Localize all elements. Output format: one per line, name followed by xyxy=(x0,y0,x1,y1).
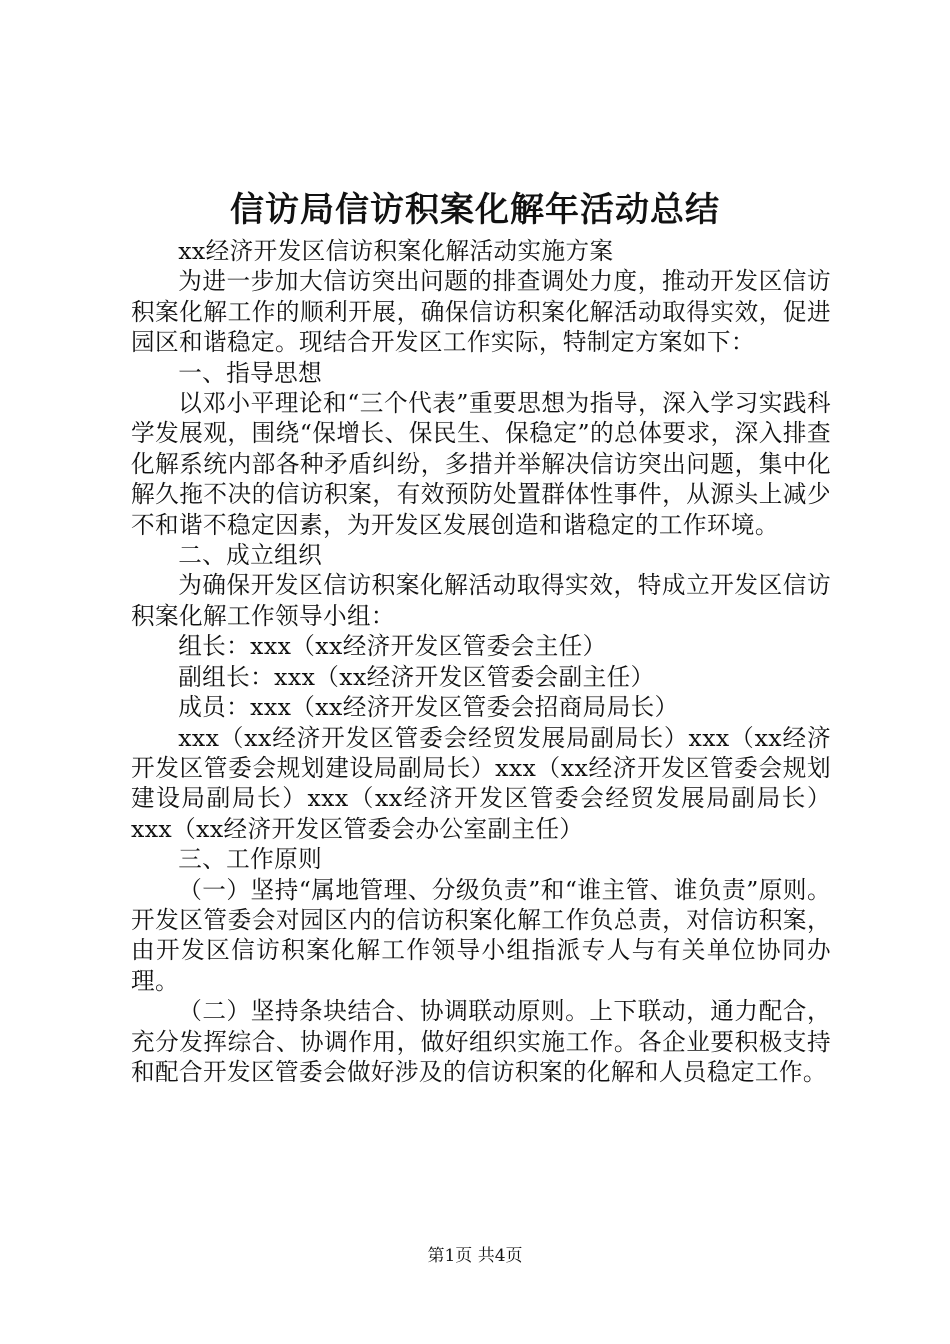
members-list-paragraph: xxx（xx经济开发区管委会经贸发展局副局长）xxx（xx经济开发区管委会规划建设局副局长）xxx（xx经济开发区管委会规划建设局副局长）xxx（xx经济开发区管委会经贸发展局副局长）xxx（xx经济开发区管委会办公室副主任） xyxy=(131,723,831,843)
members-line: 成员：xxx（xx经济开发区管委会招商局局长） xyxy=(178,693,679,722)
leader-line: 组长：xxx（xx经济开发区管委会主任） xyxy=(178,632,607,661)
document-title: 信访局信访积案化解年活动总结 xyxy=(230,190,720,230)
page-number-footer: 第1页 共4页 xyxy=(427,1246,523,1266)
principle-one-paragraph: （一）坚持“属地管理、分级负责”和“谁主管、谁负责”原则。开发区管委会对园区内的信访积案化解工作负总责，对信访积案，由开发区信访积案化解工作领导小组指派专人与有关单位协同办理。 xyxy=(131,875,831,995)
organization-paragraph: 为确保开发区信访积案化解活动取得实效，特成立开发区信访积案化解工作领导小组： xyxy=(131,571,831,630)
section-heading-organization: 二、成立组织 xyxy=(178,541,323,570)
deputy-leader-line: 副组长：xxx（xx经济开发区管委会副主任） xyxy=(178,662,655,691)
section-heading-principles: 三、工作原则 xyxy=(178,845,323,874)
section-heading-guiding-ideology: 一、指导思想 xyxy=(178,358,323,387)
plan-heading: xx经济开发区信访积案化解活动实施方案 xyxy=(178,237,614,265)
principle-two-paragraph: （二）坚持条块结合、协调联动原则。上下联动，通力配合，充分发挥综合、协调作用，做好组织实施工作。各企业要积极支持和配合开发区管委会做好涉及的信访积案的化解和人员稳定工作。 xyxy=(131,997,831,1086)
guiding-ideology-paragraph: 以邓小平理论和“三个代表”重要思想为指导，深入学习实践科学发展观，围绕“保增长、保民生、保稳定”的总体要求，深入排查化解系统内部各种矛盾纠纷，多措并举解决信访突出问题，集中化解久拖不决的信访积案，有效预防处置群体性事件，从源头上减少不和谐不稳定因素，为开发区发展创造和谐稳定的工作环境。 xyxy=(131,389,831,539)
intro-paragraph: 为进一步加大信访突出问题的排查调处力度，推动开发区信访积案化解工作的顺利开展，确保信访积案化解活动取得实效，促进园区和谐稳定。现结合开发区工作实际，特制定方案如下： xyxy=(131,267,831,357)
document-body xyxy=(131,236,831,1087)
